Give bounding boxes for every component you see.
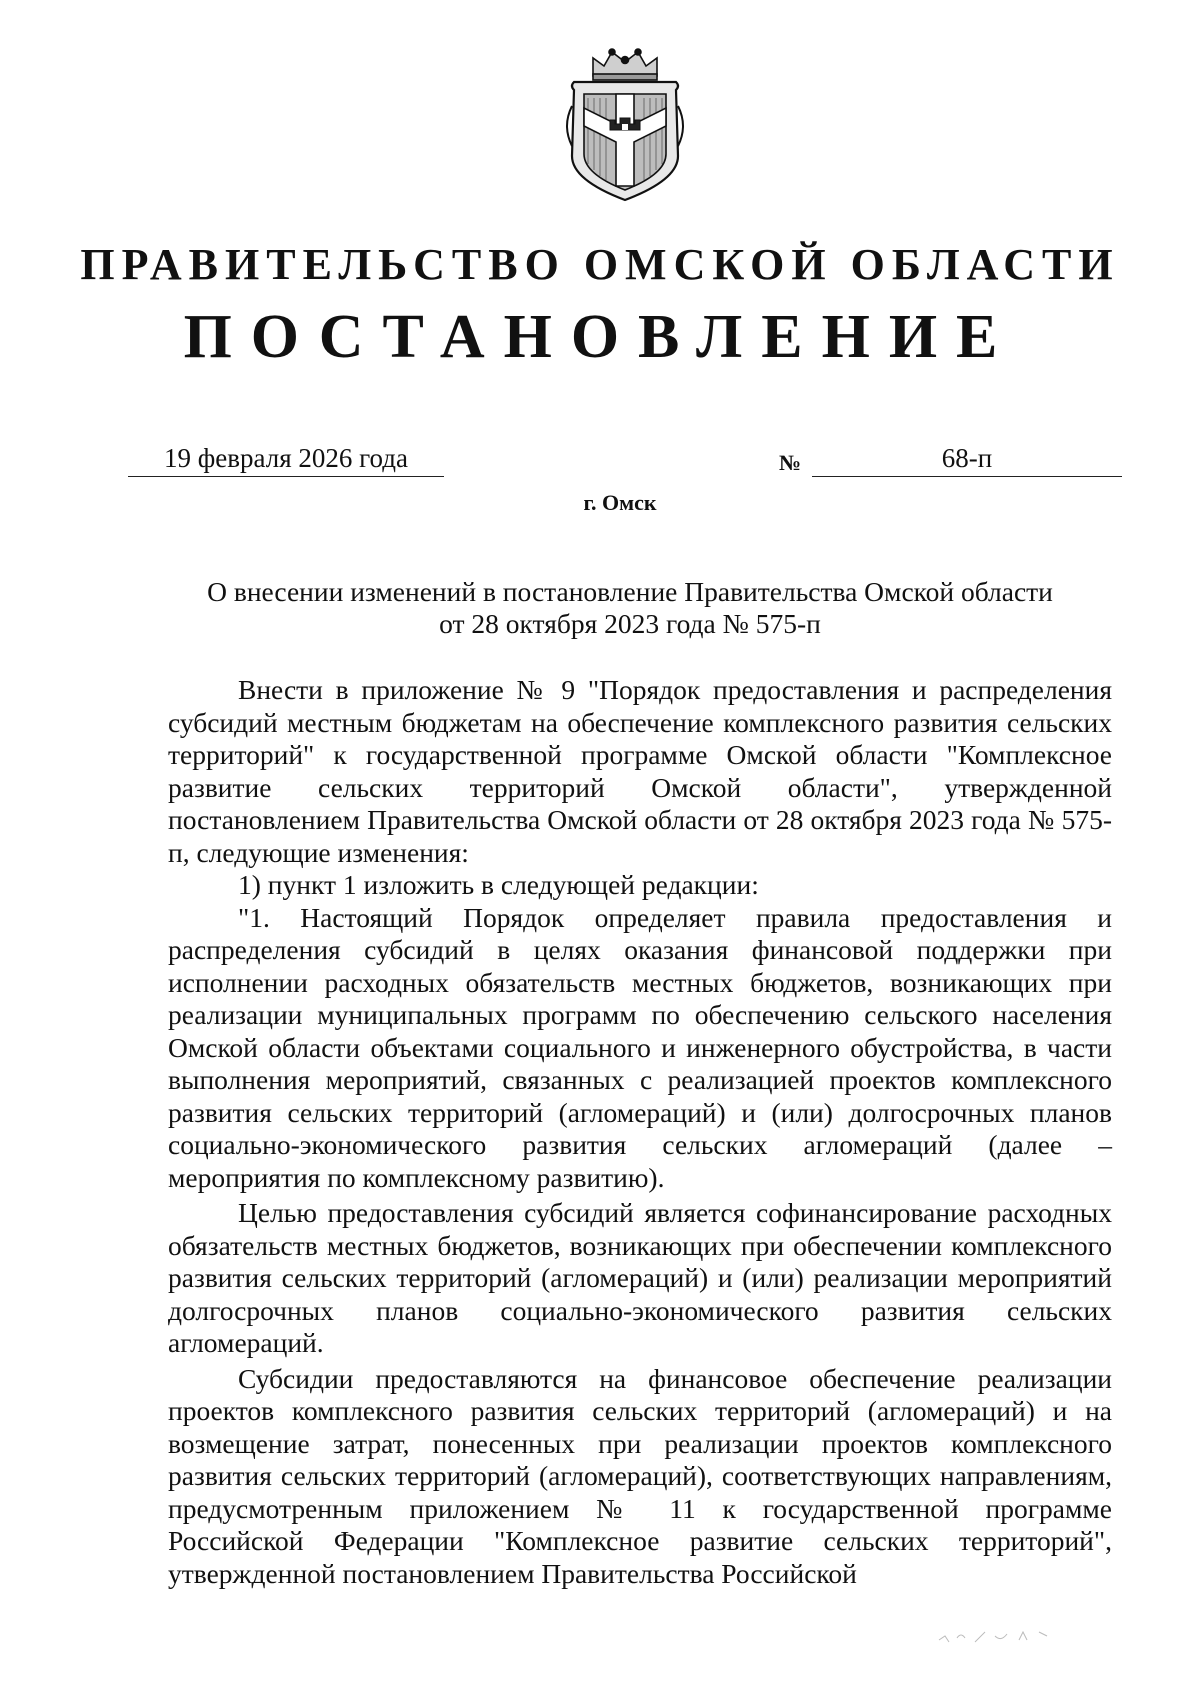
document-number: 68-п	[812, 440, 1122, 477]
document-date: 19 февраля 2026 года	[128, 440, 444, 477]
document-subject	[140, 576, 1120, 640]
document-type: ПОСТАНОВЛЕНИЕ	[183, 303, 1017, 371]
body-paragraph: Внести в приложение № 9 "Порядок предоставления и распределения субсидий местным бюджетам на обеспечение комплексного развития сельских территорий" к государственной программе Омской области "Комплексное развитие сельских территорий Омской области", утвержденной постановлением Правительства Омской области от 28 октября 2023 года № 575-п, следующие изменения:	[168, 674, 1112, 868]
body-paragraph: Субсидии предоставляются на финансовое обеспечение реализации проектов комплексного развития сельских территорий (агломераций) и на возмещение затрат, понесенных при реализации проектов комплексного развития сельских территорий (агломераций), соответствующих направлениям, предусмотренным приложением № 11 к государственной программе Российской Федерации "Комплексное развитие сельских территорий", утвержденной постановлением Правительства Российской	[168, 1362, 1112, 1589]
subject-line-1: О внесении изменений в постановление Правительства Омской области	[207, 576, 1053, 607]
scan-artifact-icon	[935, 1620, 1075, 1650]
subject-line-2: от 28 октября 2023 года № 575-п	[439, 608, 821, 639]
body-paragraph: 1) пункт 1 изложить в следующей редакции:	[238, 869, 759, 900]
government-title: ПРАВИТЕЛЬСТВО ОМСКОЙ ОБЛАСТИ	[80, 240, 1120, 289]
body-paragraph: Целью предоставления субсидий является софинансирование расходных обязательств местных бюджетов, возникающих при обеспечении комплексного развития сельских территорий (агломераций) и (или) реализации мероприятий долгосрочных планов социально-экономического развития сельских агломераций.	[168, 1197, 1112, 1358]
body-paragraph: "1. Настоящий Порядок определяет правила предоставления и распределения субсидий в целях оказания финансовой поддержки при исполнении расходных обязательств местных бюджетов, возникающих при реализации муниципальных программ по обеспечению сельского населения Омской области объектами социального и инженерного обустройства, в части выполнения мероприятий, связанных с реализацией проектов комплексного развития сельских территорий (агломераций) и (или) долгосрочных планов социально-экономического развития сельских агломераций (далее – мероприятия по комплексному развитию).	[168, 901, 1112, 1193]
document-body	[168, 674, 1112, 1590]
number-sign: №	[779, 450, 802, 475]
coat-of-arms-icon	[560, 46, 690, 204]
city: г. Омск	[583, 490, 657, 515]
